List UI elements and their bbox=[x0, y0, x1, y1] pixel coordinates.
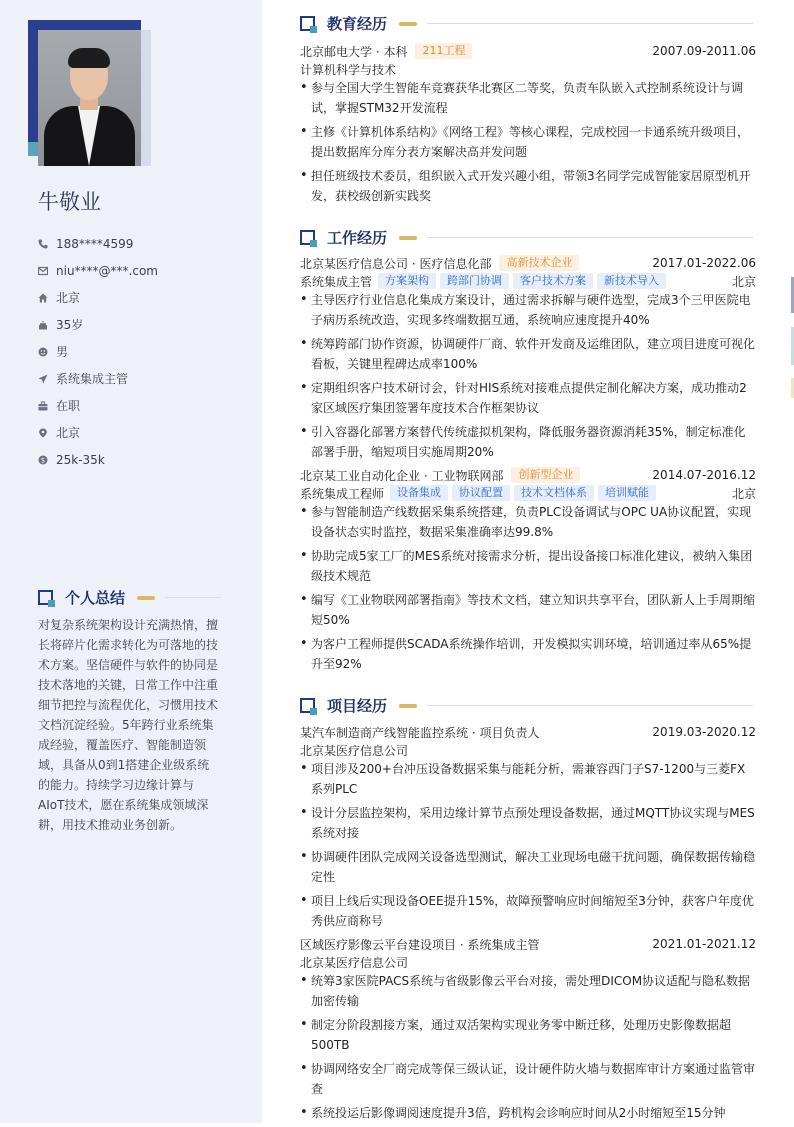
list-item: • 定期组织客户技术研讨会，针对HIS系统对接难点提供定制化解决方案，成功推动2家区域医疗集团签署年度技术合作框架协议 bbox=[300, 378, 756, 418]
list-item: • 参与全国大学生智能车竞赛获华北赛区二等奖，负责车队嵌入式控制系统设计与调试，掌握STM32开发流程 bbox=[300, 78, 756, 118]
personal-info bbox=[38, 230, 248, 473]
svg-text:$: $ bbox=[40, 456, 46, 465]
job-2-role-row bbox=[300, 484, 756, 502]
education-major: 计算机科学与技术 bbox=[300, 62, 397, 77]
school-tag: 211工程 bbox=[415, 43, 472, 59]
list-item: • 主导医疗行业信息化集成方案设计，通过需求拆解与硬件选型，完成3个三甲医院电子病历系统改造，实现多终端数据互通，系统响应速度提升40% bbox=[300, 290, 756, 330]
education-entry-header bbox=[300, 42, 756, 60]
info-email: niu****@***.com bbox=[38, 257, 248, 284]
job-1-role-row bbox=[300, 272, 756, 290]
job-city: 北京 bbox=[731, 274, 756, 289]
project-period: 2019.03-2020.12 bbox=[652, 725, 756, 739]
location-icon bbox=[38, 428, 48, 438]
skill-tag: 技术文档体系 bbox=[514, 485, 594, 501]
info-age: 35岁 bbox=[38, 311, 248, 338]
list-item: • 为客户工程师提供SCADA系统操作培训，开发模拟实训环境，培训通过率从65%提升至92% bbox=[300, 634, 756, 674]
photo-shade bbox=[141, 30, 151, 166]
sidebar bbox=[0, 0, 262, 1123]
list-item: • 项目涉及200+台冲压设备数据采集与能耗分析，需兼容西门子S7-1200与三菱FX系列PLC bbox=[300, 759, 756, 799]
project-1-org-row bbox=[300, 741, 756, 759]
education-period: 2007.09-2011.06 bbox=[652, 44, 756, 58]
skill-tag: 跨部门协调 bbox=[440, 273, 509, 289]
projects-title: 项目经历 bbox=[327, 697, 388, 715]
info-gender: 男 bbox=[38, 338, 248, 365]
section-marker-icon bbox=[300, 230, 315, 245]
education-title: 教育经历 bbox=[327, 15, 388, 33]
salary-icon bbox=[38, 455, 48, 465]
info-position: 系统集成主管 bbox=[38, 365, 248, 392]
project-period: 2021.01-2021.12 bbox=[652, 937, 756, 951]
list-item: • 引入容器化部署方案替代传统虚拟机架构，降低服务器资源消耗35%，制定标准化部署手册，缩短项目实施周期20% bbox=[300, 422, 756, 462]
section-marker-icon bbox=[300, 16, 315, 31]
company-tag: 创新型企业 bbox=[511, 467, 580, 483]
education-major-row bbox=[300, 60, 756, 78]
info-location: 北京 bbox=[38, 419, 248, 446]
project-name: 某汽车制造商产线智能监控系统 · 项目负责人 bbox=[300, 725, 540, 740]
project-2-header bbox=[300, 935, 756, 953]
job-1-bullets bbox=[300, 290, 756, 466]
send-icon bbox=[38, 374, 48, 384]
list-item: • 制定分阶段割接方案，通过双活架构实现业务零中断迁移，处理历史影像数据超500TB bbox=[300, 1015, 756, 1055]
job-role: 系统集成主管 bbox=[300, 274, 373, 289]
job-2-bullets bbox=[300, 502, 756, 678]
section-marker-icon bbox=[300, 698, 315, 713]
list-item: • 协助完成5家工厂的MES系统对接需求分析，提出设备接口标准化建议，被纳入集团级技术规范 bbox=[300, 546, 756, 586]
job-company: 北京某工业自动化企业 · 工业物联网部 bbox=[300, 468, 504, 483]
list-item: • 系统投运后影像调阅速度提升3倍，跨机构会诊响应时间从2小时缩短至15分钟 bbox=[300, 1103, 756, 1123]
candidate-name: 牛敬业 bbox=[38, 190, 101, 214]
education-bullets bbox=[300, 78, 756, 210]
job-city: 北京 bbox=[731, 486, 756, 501]
company-tag: 高新技术企业 bbox=[499, 255, 579, 271]
project-org: 北京某医疗信息公司 bbox=[300, 955, 409, 970]
skill-tag: 设备集成 bbox=[390, 485, 448, 501]
mail-icon bbox=[38, 266, 48, 276]
skill-tag: 培训赋能 bbox=[598, 485, 656, 501]
project-2-bullets bbox=[300, 971, 756, 1127]
job-role: 系统集成工程师 bbox=[300, 486, 385, 501]
info-status: 在职 bbox=[38, 392, 248, 419]
work-header bbox=[300, 227, 753, 248]
list-item: • 主修《计算机体系结构》《网络工程》等核心课程，完成校园一卡通系统升级项目，提出数据库分库分表方案解决高并发问题 bbox=[300, 122, 756, 162]
info-salary: $ 25k-35k bbox=[38, 446, 248, 473]
skill-tag: 客户技术方案 bbox=[513, 273, 593, 289]
skill-tag: 方案架构 bbox=[378, 273, 436, 289]
briefcase-icon bbox=[38, 401, 48, 411]
job-company: 北京某医疗信息公司 · 医疗信息化部 bbox=[300, 256, 492, 271]
project-1-header bbox=[300, 723, 756, 741]
project-1-bullets bbox=[300, 759, 756, 935]
list-item: • 参与智能制造产线数据采集系统搭建，负责PLC设备调试与OPC UA协议配置，实现设备状态实时监控，数据采集准确率达99.8% bbox=[300, 502, 756, 542]
project-2-org-row bbox=[300, 953, 756, 971]
list-item: • 编写《工业物联网部署指南》等技术文档，建立知识共享平台，团队新人上手周期缩短50% bbox=[300, 590, 756, 630]
list-item: • 设计分层监控架构，采用边缘计算节点预处理设备数据，通过MQTT协议实现与MES系统对接 bbox=[300, 803, 756, 843]
section-marker-icon bbox=[38, 590, 53, 605]
list-item: • 统筹3家医院PACS系统与省级影像云平台对接，需处理DICOM协议适配与隐私数据加密传输 bbox=[300, 971, 756, 1011]
home-icon bbox=[38, 293, 48, 303]
job-1-header bbox=[300, 254, 756, 272]
phone-icon bbox=[38, 239, 48, 249]
skill-tag: 新技术导入 bbox=[597, 273, 666, 289]
job-2-header bbox=[300, 466, 756, 484]
gender-icon bbox=[38, 347, 48, 357]
job-period: 2014.07-2016.12 bbox=[652, 468, 756, 482]
projects-header bbox=[300, 695, 753, 716]
cake-icon bbox=[38, 320, 48, 330]
info-phone: 188****4599 bbox=[38, 230, 248, 257]
list-item: • 协调网络安全厂商完成等保三级认证，设计硬件防火墙与数据库审计方案通过监管审查 bbox=[300, 1059, 756, 1099]
avatar bbox=[38, 30, 141, 166]
work-title: 工作经历 bbox=[327, 229, 388, 247]
education-header bbox=[300, 13, 753, 34]
summary-text: 对复杂系统架构设计充满热情，擅长将碎片化需求转化为可落地的技术方案。坚信硬件与软件的协同是技术落地的关键，日常工作中注重细节把控与流程优化，习惯用技术文档沉淀经验。5年跨行业系统集成经验，覆盖医疗、智能制造领域，具备从0到1搭建企业级系统的能力。持续学习边缘计算与AIoT技术，愿在系统集成领域深耕，用技术推动业务创新。 bbox=[38, 618, 219, 832]
summary-header bbox=[38, 587, 221, 608]
job-period: 2017.01-2022.06 bbox=[652, 256, 756, 270]
list-item: • 协调硬件团队完成网关设备选型测试，解决工业现场电磁干扰问题，确保数据传输稳定性 bbox=[300, 847, 756, 887]
project-name: 区域医疗影像云平台建设项目 · 系统集成主管 bbox=[300, 937, 540, 952]
list-item: • 统筹跨部门协作资源，协调硬件厂商、软件开发商及运维团队，建立项目进度可视化看板，关键里程碑达成率100% bbox=[300, 334, 756, 374]
list-item: • 担任班级技术委员，组织嵌入式开发兴趣小组，带领3名同学完成智能家居原型机开发，获校级创新实践奖 bbox=[300, 166, 756, 206]
project-org: 北京某医疗信息公司 bbox=[300, 743, 409, 758]
summary-title: 个人总结 bbox=[65, 589, 126, 607]
list-item: • 项目上线后实现设备OEE提升15%，故障预警响应时间缩短至3分钟，获客户年度优秀供应商称号 bbox=[300, 891, 756, 931]
skill-tag: 协议配置 bbox=[452, 485, 510, 501]
school-name: 北京邮电大学 · 本科 bbox=[300, 44, 408, 59]
info-home: 北京 bbox=[38, 284, 248, 311]
